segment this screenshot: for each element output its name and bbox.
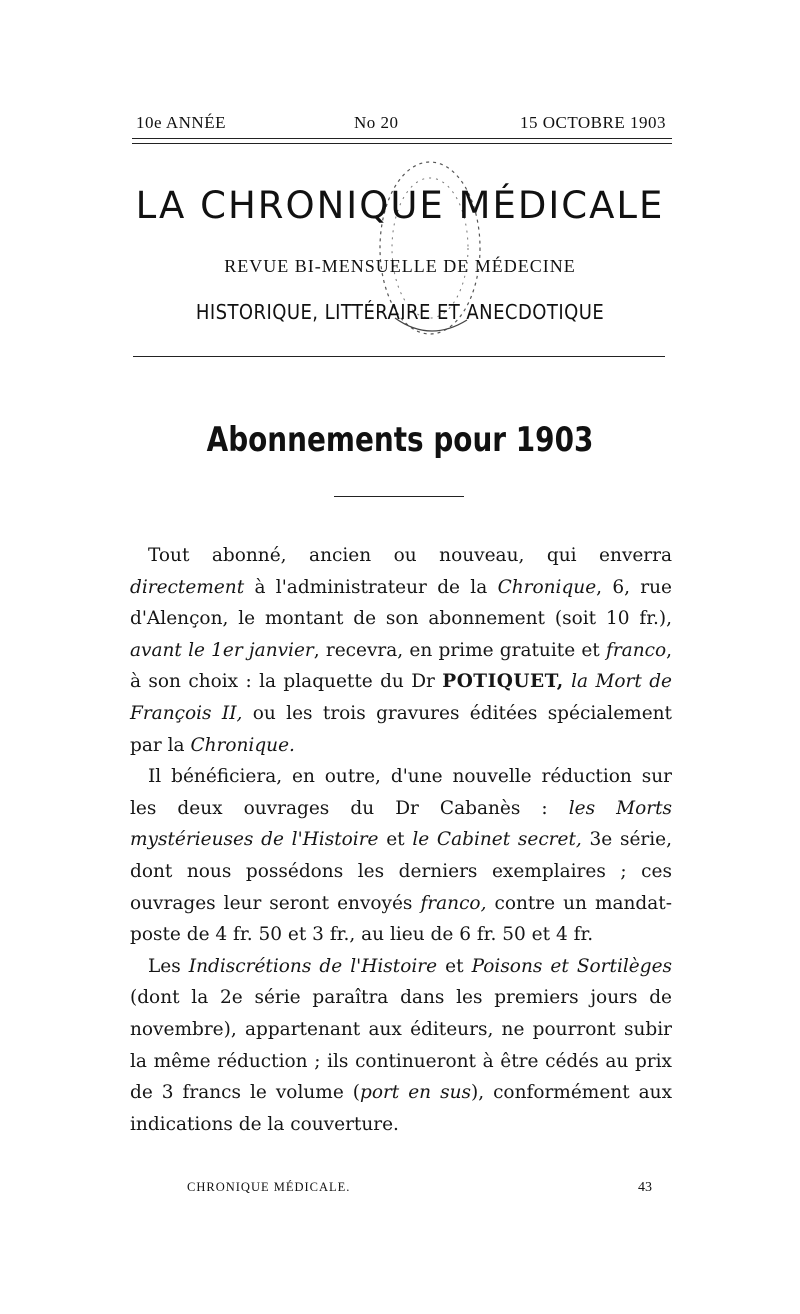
text-run: à l'administrateur de la xyxy=(244,576,498,598)
text-run: , à son choix : la plaquette du Dr xyxy=(130,639,672,693)
text-run: et xyxy=(378,829,413,851)
text-run: franco, xyxy=(420,892,487,914)
text-run: (dont la 2e série paraîtra dans les premiers jours de novembre), appartenant aux éditeurs, ne pourront subir la même réduction ; ils continueront à être cédés au prix de 3 francs le volume ( xyxy=(130,987,672,1104)
masthead-subtitle-2: HISTORIQUE, LITTÉRAIRE ET ANECDOTIQUE xyxy=(195,300,605,324)
text-run: Il bénéficiera, en outre, d'une nouvelle réduction sur les deux ouvrages du Dr Cabanès : xyxy=(130,766,672,819)
header-year: 10e ANNÉE xyxy=(136,113,226,132)
text-run: 3e série, dont nous possédons les derniers exemplaires ; ces ouvrages leur seront envoyés xyxy=(130,829,672,914)
text-run: POTIQUET, xyxy=(442,671,564,693)
text-run: directement xyxy=(130,576,245,598)
text-run: avant le 1er janvier xyxy=(130,639,314,661)
text-run: Poisons et Sortilèges xyxy=(471,955,673,977)
page-number: 43 xyxy=(638,1180,652,1195)
header-issue-number: No 20 xyxy=(354,113,399,132)
text-run: Tout abonné, ancien ou nouveau, qui enverra xyxy=(148,545,672,566)
paragraph-2 xyxy=(130,761,672,951)
text-run: , recevra, en prime gratuite et xyxy=(313,639,606,661)
text-run: le Cabinet secret, xyxy=(412,829,582,851)
text-run: la Mort de François II, xyxy=(130,671,672,724)
title-rule xyxy=(334,496,464,497)
text-run: Les xyxy=(148,955,189,977)
text-run: Chronique. xyxy=(190,734,295,756)
text-run: et xyxy=(437,955,472,977)
header-date: 15 OCTOBRE 1903 xyxy=(519,113,666,132)
text-run: , 6, rue d'Alençon, le montant de son abonnement (soit 10 fr.), xyxy=(130,576,673,630)
text-run: franco xyxy=(605,639,667,661)
text-run: Indiscrétions de l'Histoire xyxy=(188,955,438,977)
running-footer xyxy=(132,1180,652,1200)
header-double-rule xyxy=(132,138,672,144)
text-run: port en sus xyxy=(359,1082,471,1104)
text-run: ou les trois gravures éditées spécialement par la xyxy=(130,702,672,756)
paragraph-1 xyxy=(130,540,672,761)
text-run: contre un mandat-poste de 4 fr. 50 et 3 fr., au lieu de 6 fr. 50 et 4 fr. xyxy=(130,892,672,946)
article-body xyxy=(130,540,672,1140)
running-header xyxy=(132,113,672,137)
article-title: Abonnements pour 1903 xyxy=(206,420,594,460)
masthead-rule xyxy=(133,356,665,357)
text-run: les Morts mystérieuses de l'Histoire xyxy=(130,797,672,851)
text-run: ), conformément aux indications de la couverture. xyxy=(130,1082,673,1135)
footer-journal: CHRONIQUE MÉDICALE. xyxy=(187,1180,351,1194)
text-run: Chronique xyxy=(497,576,597,598)
paragraph-3 xyxy=(130,951,672,1141)
masthead-subtitle: REVUE BI-MENSUELLE DE MÉDECINE xyxy=(224,256,576,276)
masthead-title: LA CHRONIQUE MÉDICALE xyxy=(135,184,665,227)
